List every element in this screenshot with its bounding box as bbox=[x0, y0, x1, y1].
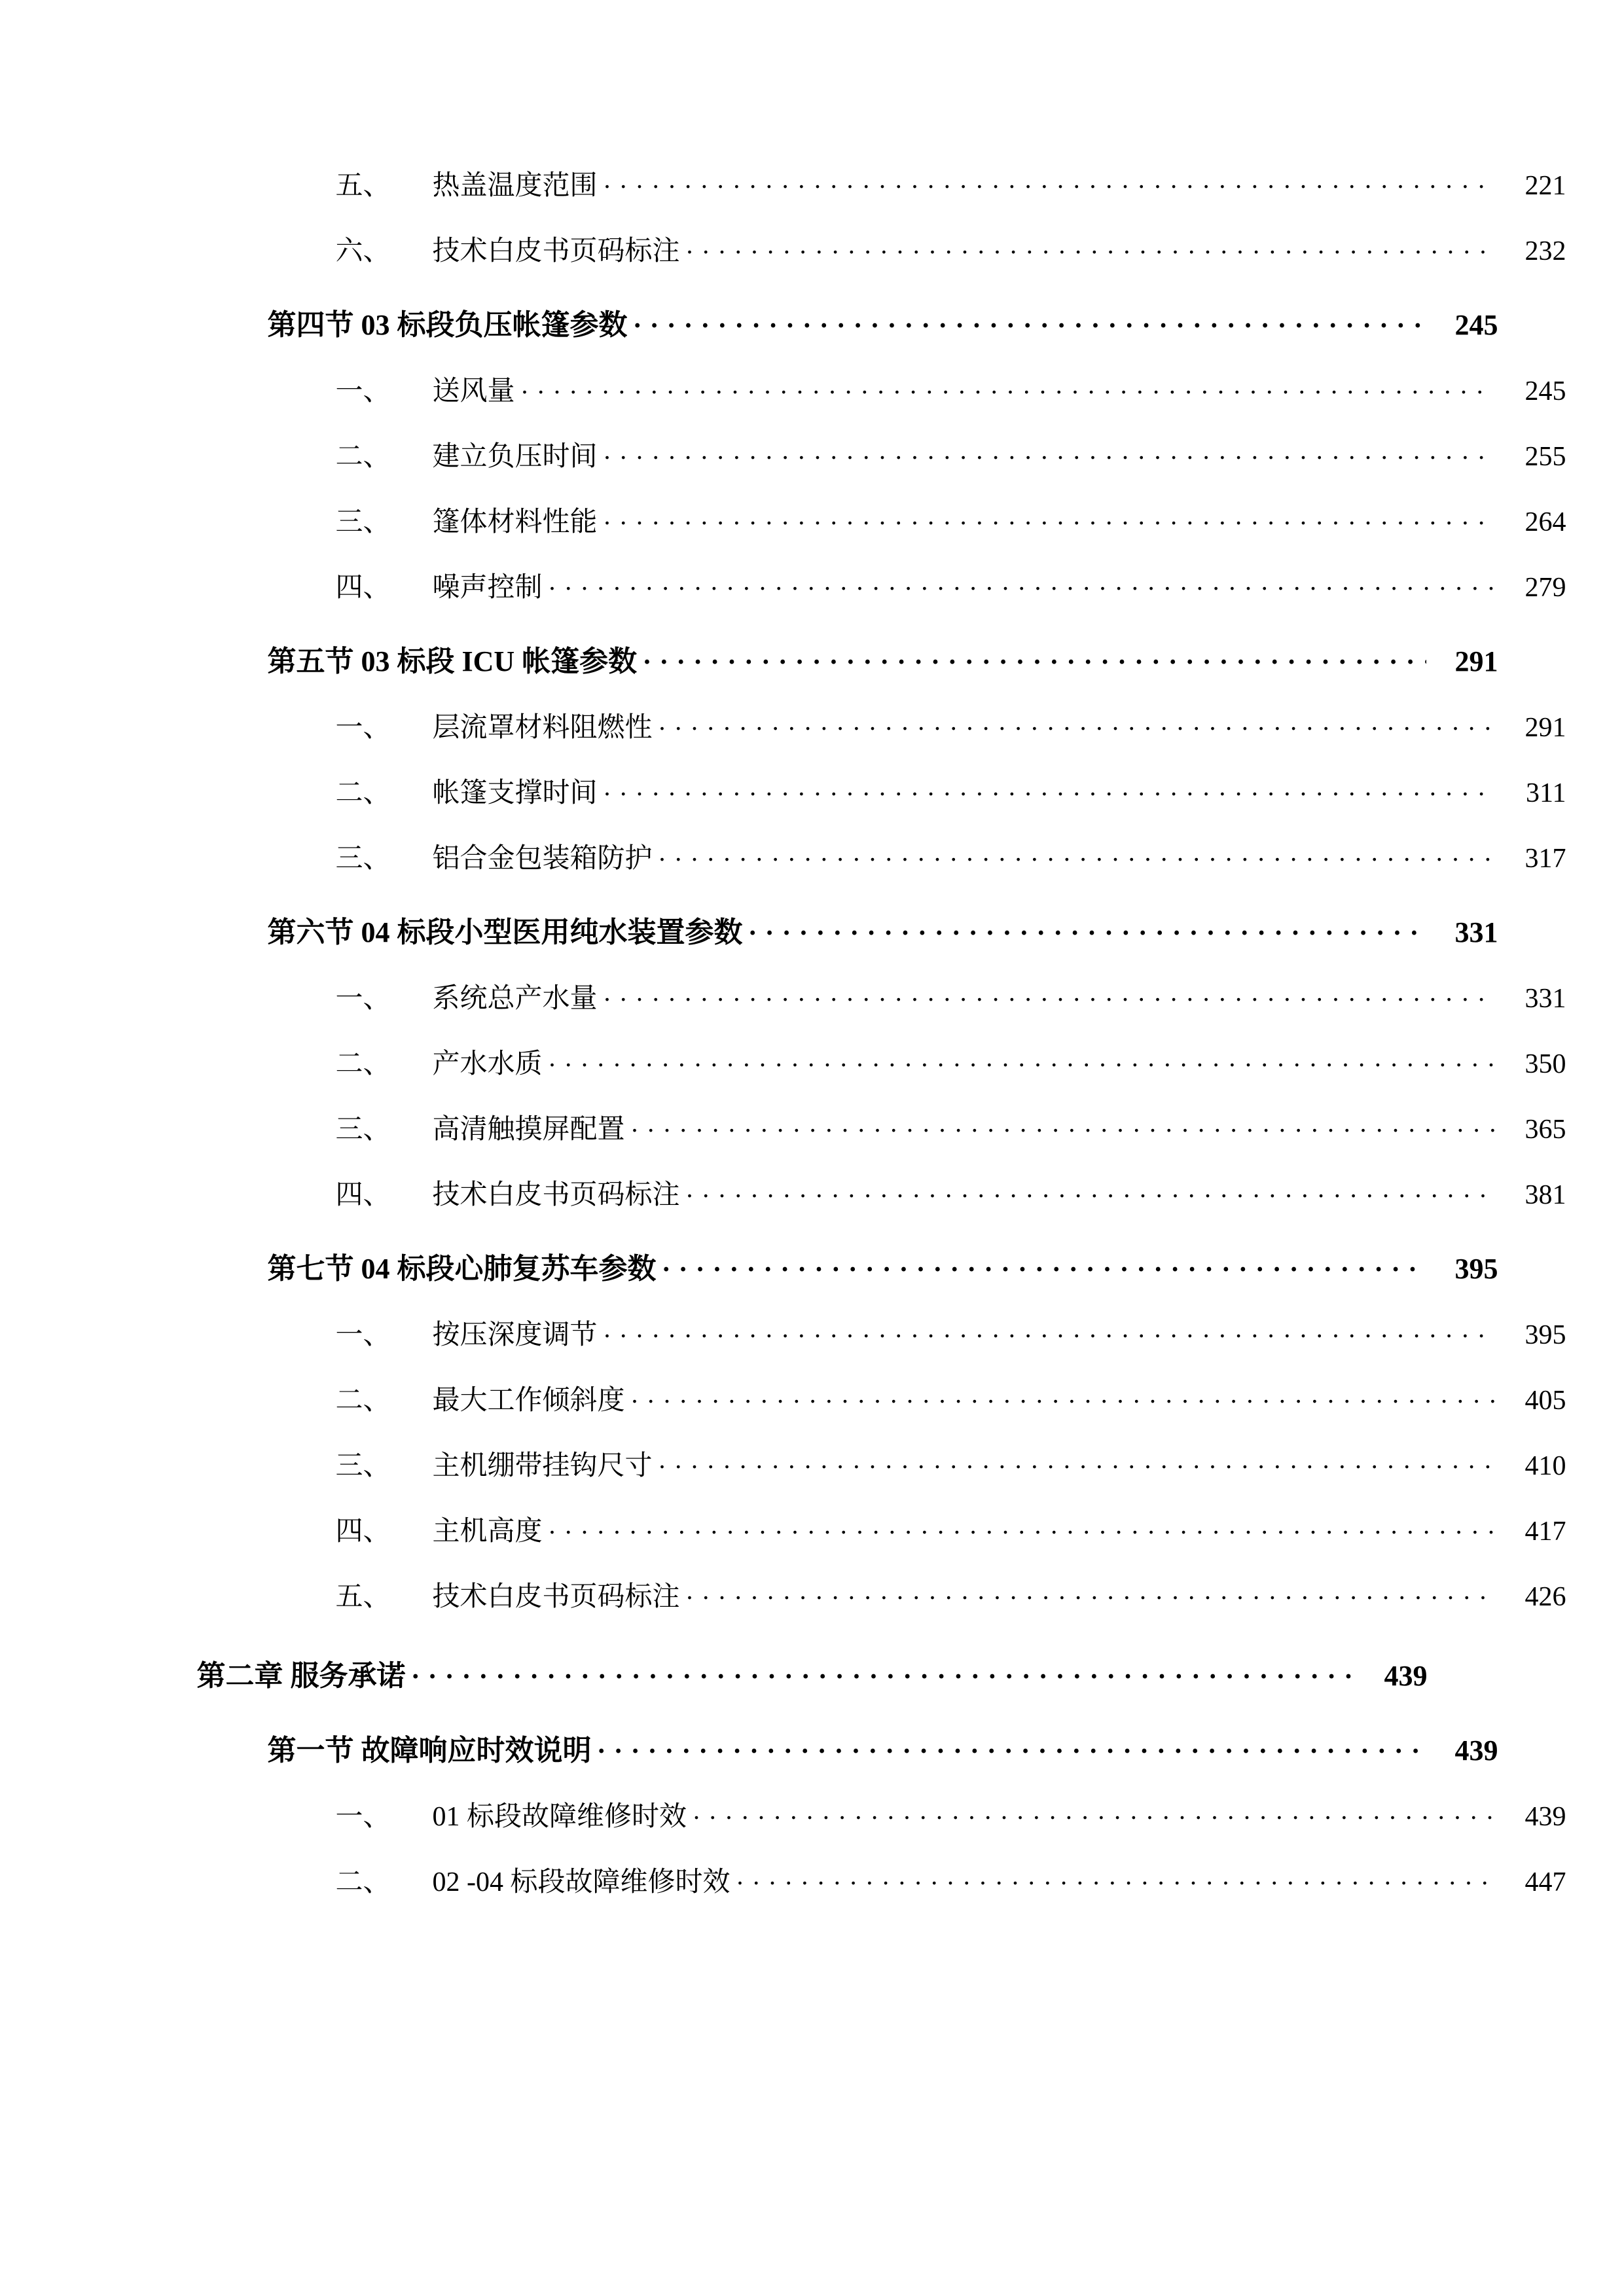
toc-entry-page-number: 417 bbox=[1525, 1516, 1566, 1547]
toc-entry[interactable] bbox=[197, 1444, 1566, 1483]
toc-entry-number: 三、 bbox=[335, 844, 391, 874]
toc-leader-dots bbox=[604, 980, 1494, 1007]
toc-leader-dots bbox=[659, 709, 1494, 736]
toc-entry[interactable] bbox=[197, 836, 1566, 876]
toc-entry-page-number: 317 bbox=[1525, 844, 1566, 874]
table-of-contents bbox=[196, 164, 1566, 1899]
toc-leader-dots bbox=[604, 167, 1494, 194]
toc-entry[interactable] bbox=[197, 301, 1498, 343]
toc-leader-dots bbox=[604, 774, 1494, 802]
toc-entry-page-number: 232 bbox=[1525, 236, 1566, 266]
toc-entry-number: 二、 bbox=[335, 1049, 391, 1079]
toc-entry[interactable] bbox=[197, 1860, 1566, 1899]
toc-leader-dots bbox=[687, 1176, 1494, 1204]
toc-entry[interactable] bbox=[197, 771, 1566, 810]
toc-leader-dots bbox=[749, 913, 1426, 942]
toc-entry-label: 故障响应时效说明 bbox=[361, 1734, 592, 1767]
toc-entry-label: 系统总产水量 bbox=[432, 984, 598, 1014]
toc-entry-page-number: 264 bbox=[1525, 507, 1566, 537]
toc-entry-label: 铝合金包装箱防护 bbox=[432, 844, 653, 874]
toc-entry[interactable] bbox=[197, 1313, 1566, 1352]
toc-entry-number: 四、 bbox=[335, 1516, 391, 1547]
toc-entry-page-number: 255 bbox=[1525, 442, 1566, 472]
toc-entry-page-number: 410 bbox=[1525, 1451, 1566, 1481]
toc-entry-number: 二、 bbox=[335, 442, 391, 472]
toc-leader-dots bbox=[687, 1578, 1494, 1605]
toc-entry-label: 技术白皮书页码标注 bbox=[432, 236, 680, 266]
toc-entry-page-number: 439 bbox=[1525, 1802, 1566, 1832]
toc-entry-number: 一、 bbox=[335, 713, 391, 743]
toc-entry-spacer bbox=[354, 1734, 361, 1767]
toc-entry-page-number: 331 bbox=[1525, 984, 1566, 1014]
toc-entry-label: 建立负压时间 bbox=[432, 442, 598, 472]
toc-entry-spacer bbox=[283, 1659, 291, 1693]
toc-entry[interactable] bbox=[197, 706, 1566, 745]
toc-entry-label: 产水水质 bbox=[432, 1049, 543, 1079]
toc-entry-label: 高清触摸屏配置 bbox=[432, 1115, 625, 1145]
toc-entry-number: 一、 bbox=[335, 376, 391, 406]
toc-entry-number: 第四节 bbox=[267, 309, 354, 341]
toc-entry-label: 04 标段心肺复苏车参数 bbox=[361, 1253, 657, 1285]
toc-entry-number: 四、 bbox=[335, 1180, 391, 1210]
toc-entry-page-number: 279 bbox=[1525, 573, 1566, 603]
toc-entry[interactable] bbox=[197, 435, 1566, 474]
toc-entry-label: 技术白皮书页码标注 bbox=[432, 1582, 680, 1612]
toc-entry-number: 第六节 bbox=[267, 916, 354, 948]
toc-entry-number: 六、 bbox=[335, 236, 391, 266]
toc-entry[interactable] bbox=[197, 500, 1566, 539]
toc-entry-label: 送风量 bbox=[432, 376, 515, 406]
toc-leader-dots bbox=[549, 569, 1494, 596]
toc-leader-dots bbox=[549, 1513, 1494, 1540]
toc-entry-page-number: 311 bbox=[1526, 778, 1566, 808]
toc-entry-spacer bbox=[354, 1252, 361, 1285]
toc-entry-page-number: 439 bbox=[1454, 1734, 1498, 1767]
toc-entry[interactable] bbox=[197, 1727, 1498, 1768]
toc-entry-page-number: 439 bbox=[1384, 1660, 1428, 1692]
toc-entry-page-number: 291 bbox=[1454, 645, 1498, 677]
toc-entry-number: 一、 bbox=[335, 1802, 391, 1832]
toc-entry-number: 五、 bbox=[335, 1582, 391, 1612]
toc-leader-dots bbox=[737, 1863, 1494, 1891]
toc-entry-label: 篷体材料性能 bbox=[432, 507, 598, 537]
toc-entry[interactable] bbox=[197, 1795, 1566, 1834]
toc-leader-dots bbox=[693, 1798, 1494, 1825]
toc-leader-dots bbox=[604, 503, 1494, 531]
toc-entry[interactable] bbox=[197, 1173, 1566, 1212]
toc-entry[interactable] bbox=[197, 1575, 1566, 1614]
toc-entry-label: 最大工作倾斜度 bbox=[432, 1386, 625, 1416]
toc-leader-dots bbox=[598, 1731, 1426, 1760]
toc-entry-number: 二、 bbox=[335, 1867, 391, 1897]
toc-entry-number: 三、 bbox=[335, 507, 391, 537]
toc-entry-page-number: 395 bbox=[1525, 1320, 1566, 1350]
toc-leader-dots bbox=[634, 306, 1426, 334]
toc-entry-label: 热盖温度范围 bbox=[432, 171, 598, 201]
toc-entry-page-number: 331 bbox=[1454, 916, 1498, 948]
toc-entry-page-number: 365 bbox=[1525, 1115, 1566, 1145]
toc-entry-page-number: 381 bbox=[1525, 1180, 1566, 1210]
toc-entry-number: 第一节 bbox=[267, 1734, 354, 1767]
toc-leader-dots bbox=[643, 642, 1426, 671]
toc-entry[interactable] bbox=[197, 977, 1566, 1016]
toc-entry-page-number: 395 bbox=[1454, 1253, 1498, 1285]
toc-entry[interactable] bbox=[197, 229, 1566, 268]
toc-entry[interactable] bbox=[197, 1378, 1566, 1418]
toc-entry-page-number: 245 bbox=[1454, 309, 1498, 341]
toc-entry-label: 03 标段 ICU 帐篷参数 bbox=[361, 645, 638, 677]
toc-entry-number: 第二章 bbox=[196, 1660, 283, 1692]
toc-entry-label: 主机高度 bbox=[432, 1516, 543, 1547]
toc-entry-label: 03 标段负压帐篷参数 bbox=[361, 309, 628, 341]
toc-entry-page-number: 245 bbox=[1525, 376, 1566, 406]
toc-entry-page-number: 447 bbox=[1525, 1867, 1566, 1897]
toc-leader-dots bbox=[632, 1382, 1494, 1409]
toc-leader-dots bbox=[522, 372, 1494, 400]
toc-entry-number: 四、 bbox=[335, 573, 391, 603]
toc-leader-dots bbox=[659, 1447, 1494, 1475]
toc-entry[interactable] bbox=[197, 1107, 1566, 1147]
toc-entry-label: 层流罩材料阻燃性 bbox=[432, 713, 653, 743]
toc-entry[interactable] bbox=[197, 565, 1566, 605]
toc-leader-dots bbox=[604, 438, 1494, 465]
toc-entry-page-number: 221 bbox=[1525, 171, 1566, 201]
toc-entry-label: 04 标段小型医用纯水装置参数 bbox=[361, 916, 743, 948]
toc-entry-label: 按压深度调节 bbox=[432, 1320, 598, 1350]
toc-entry-spacer bbox=[354, 645, 361, 678]
toc-entry-number: 五、 bbox=[335, 171, 391, 201]
toc-entry[interactable] bbox=[197, 637, 1498, 679]
toc-leader-dots bbox=[663, 1249, 1426, 1278]
toc-entry-number: 三、 bbox=[335, 1451, 391, 1481]
toc-entry-number: 一、 bbox=[335, 984, 391, 1014]
toc-entry-page-number: 426 bbox=[1525, 1582, 1566, 1612]
toc-leader-dots bbox=[632, 1111, 1494, 1138]
toc-entry-number: 三、 bbox=[335, 1115, 391, 1145]
toc-entry[interactable] bbox=[197, 369, 1566, 408]
toc-entry-spacer bbox=[354, 308, 361, 342]
toc-entry-label: 01 标段故障维修时效 bbox=[432, 1802, 687, 1832]
toc-entry[interactable] bbox=[197, 164, 1566, 203]
toc-entry-number: 二、 bbox=[335, 778, 391, 808]
toc-entry[interactable] bbox=[197, 1042, 1566, 1081]
toc-entry-label: 帐篷支撑时间 bbox=[432, 778, 598, 808]
toc-entry-page-number: 291 bbox=[1525, 713, 1566, 743]
toc-leader-dots bbox=[604, 1316, 1494, 1344]
toc-leader-dots bbox=[659, 840, 1494, 867]
toc-leader-dots bbox=[549, 1045, 1494, 1073]
toc-entry-page-number: 350 bbox=[1525, 1049, 1566, 1079]
toc-entry-label: 02 -04 标段故障维修时效 bbox=[432, 1867, 731, 1897]
toc-entry-label: 技术白皮书页码标注 bbox=[432, 1180, 680, 1210]
toc-entry[interactable] bbox=[197, 1509, 1566, 1549]
toc-entry-number: 二、 bbox=[335, 1386, 391, 1416]
toc-entry-number: 第七节 bbox=[267, 1253, 354, 1285]
toc-entry-number: 一、 bbox=[335, 1320, 391, 1350]
toc-entry-spacer bbox=[354, 916, 361, 949]
toc-entry[interactable] bbox=[197, 1652, 1428, 1694]
toc-entry-number: 第五节 bbox=[267, 645, 354, 677]
toc-entry-label: 噪声控制 bbox=[432, 573, 543, 603]
toc-entry[interactable] bbox=[197, 1245, 1498, 1287]
toc-entry[interactable] bbox=[197, 908, 1498, 950]
toc-entry-label: 主机绷带挂钩尺寸 bbox=[432, 1451, 653, 1481]
toc-entry-page-number: 405 bbox=[1525, 1386, 1566, 1416]
toc-leader-dots bbox=[687, 232, 1494, 260]
toc-entry-label: 服务承诺 bbox=[290, 1660, 406, 1692]
toc-leader-dots bbox=[412, 1657, 1356, 1685]
